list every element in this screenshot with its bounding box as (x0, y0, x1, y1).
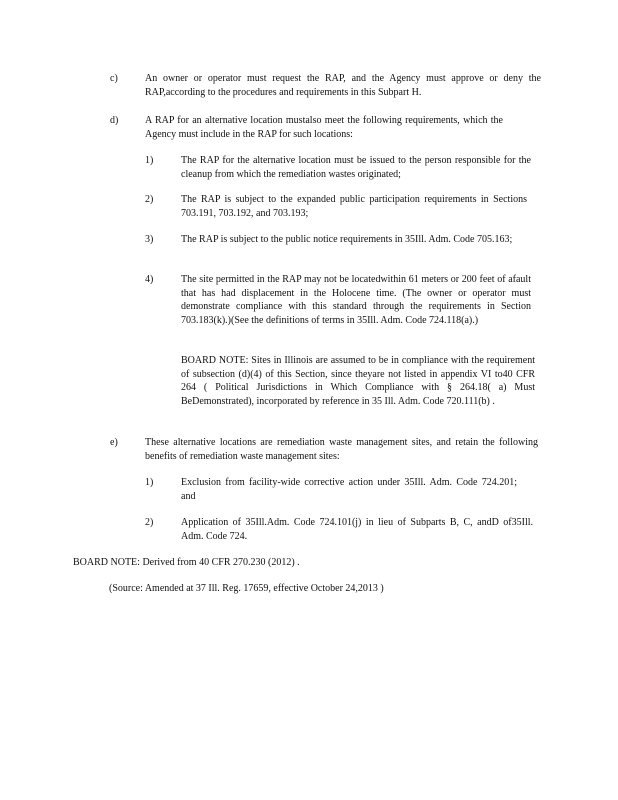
item-d-text: A RAP for an alternative location mustalso meet the following requirements, which the Agency must include in the RAP for such locations: (145, 115, 503, 140)
item-d4-marker: 4) (145, 274, 154, 285)
item-d2-text: The RAP is subject to the expanded public participation requirements in Sections 703.191, 703.192, and 703.193; (181, 194, 527, 219)
item-c-marker: c) (110, 73, 118, 84)
source-note: (Source: Amended at 37 Ill. Reg. 17659, effective October 24,2013 ) (109, 583, 384, 594)
item-d4-text: The site permitted in the RAP may not be locatedwithin 61 meters or 200 feet of afault that has had displacement in the Holocene time. (The owner or operator must demonstrate compliance with this standard through the requirements in Section 703.183(k).)(See the definitions of terms in 35Ill. Adm. Code 724.118(a).) (181, 274, 531, 326)
item-e2-text: Application of 35Ill.Adm. Code 724.101(j) in lieu of Subparts B, C, andD of35Ill. Adm. Code 724. (181, 517, 533, 542)
item-d-marker: d) (110, 115, 119, 126)
item-d1-marker: 1) (145, 155, 154, 166)
item-e-marker: e) (110, 437, 118, 448)
item-e1-text: Exclusion from facility-wide corrective action under 35Ill. Adm. Code 724.201; and (181, 477, 517, 502)
item-d1-text: The RAP for the alternative location must be issued to the person responsible for the cleanup from which the remediation wastes originated; (181, 155, 531, 180)
item-c-text: An owner or operator must request the RAP, and the Agency must approve or deny the RAP,according to the procedures and requirements in this Subpart H. (145, 73, 541, 98)
board-note-final: BOARD NOTE: Derived from 40 CFR 270.230 (2012) . (73, 557, 300, 568)
item-e1-marker: 1) (145, 477, 154, 488)
item-d3-text: The RAP is subject to the public notice requirements in 35Ill. Adm. Code 705.163; (181, 234, 513, 245)
item-d3-marker: 3) (145, 234, 154, 245)
board-note-d: BOARD NOTE: Sites in Illinois are assumed to be in compliance with the requirement of subsection (d)(4) of this Section, since theyare not listed in appendix VI to40 CFR 264 ( Political Jurisdictions in Which Compliance with § 264.18( a) Must BeDemonstrated), incorporated by reference in 35 Ill. Adm. Code 720.111(b) . (181, 355, 535, 407)
item-e-text: These alternative locations are remediation waste management sites, and retain the following benefits of remediation waste management sites: (145, 437, 538, 462)
item-e2-marker: 2) (145, 517, 154, 528)
item-d2-marker: 2) (145, 194, 154, 205)
